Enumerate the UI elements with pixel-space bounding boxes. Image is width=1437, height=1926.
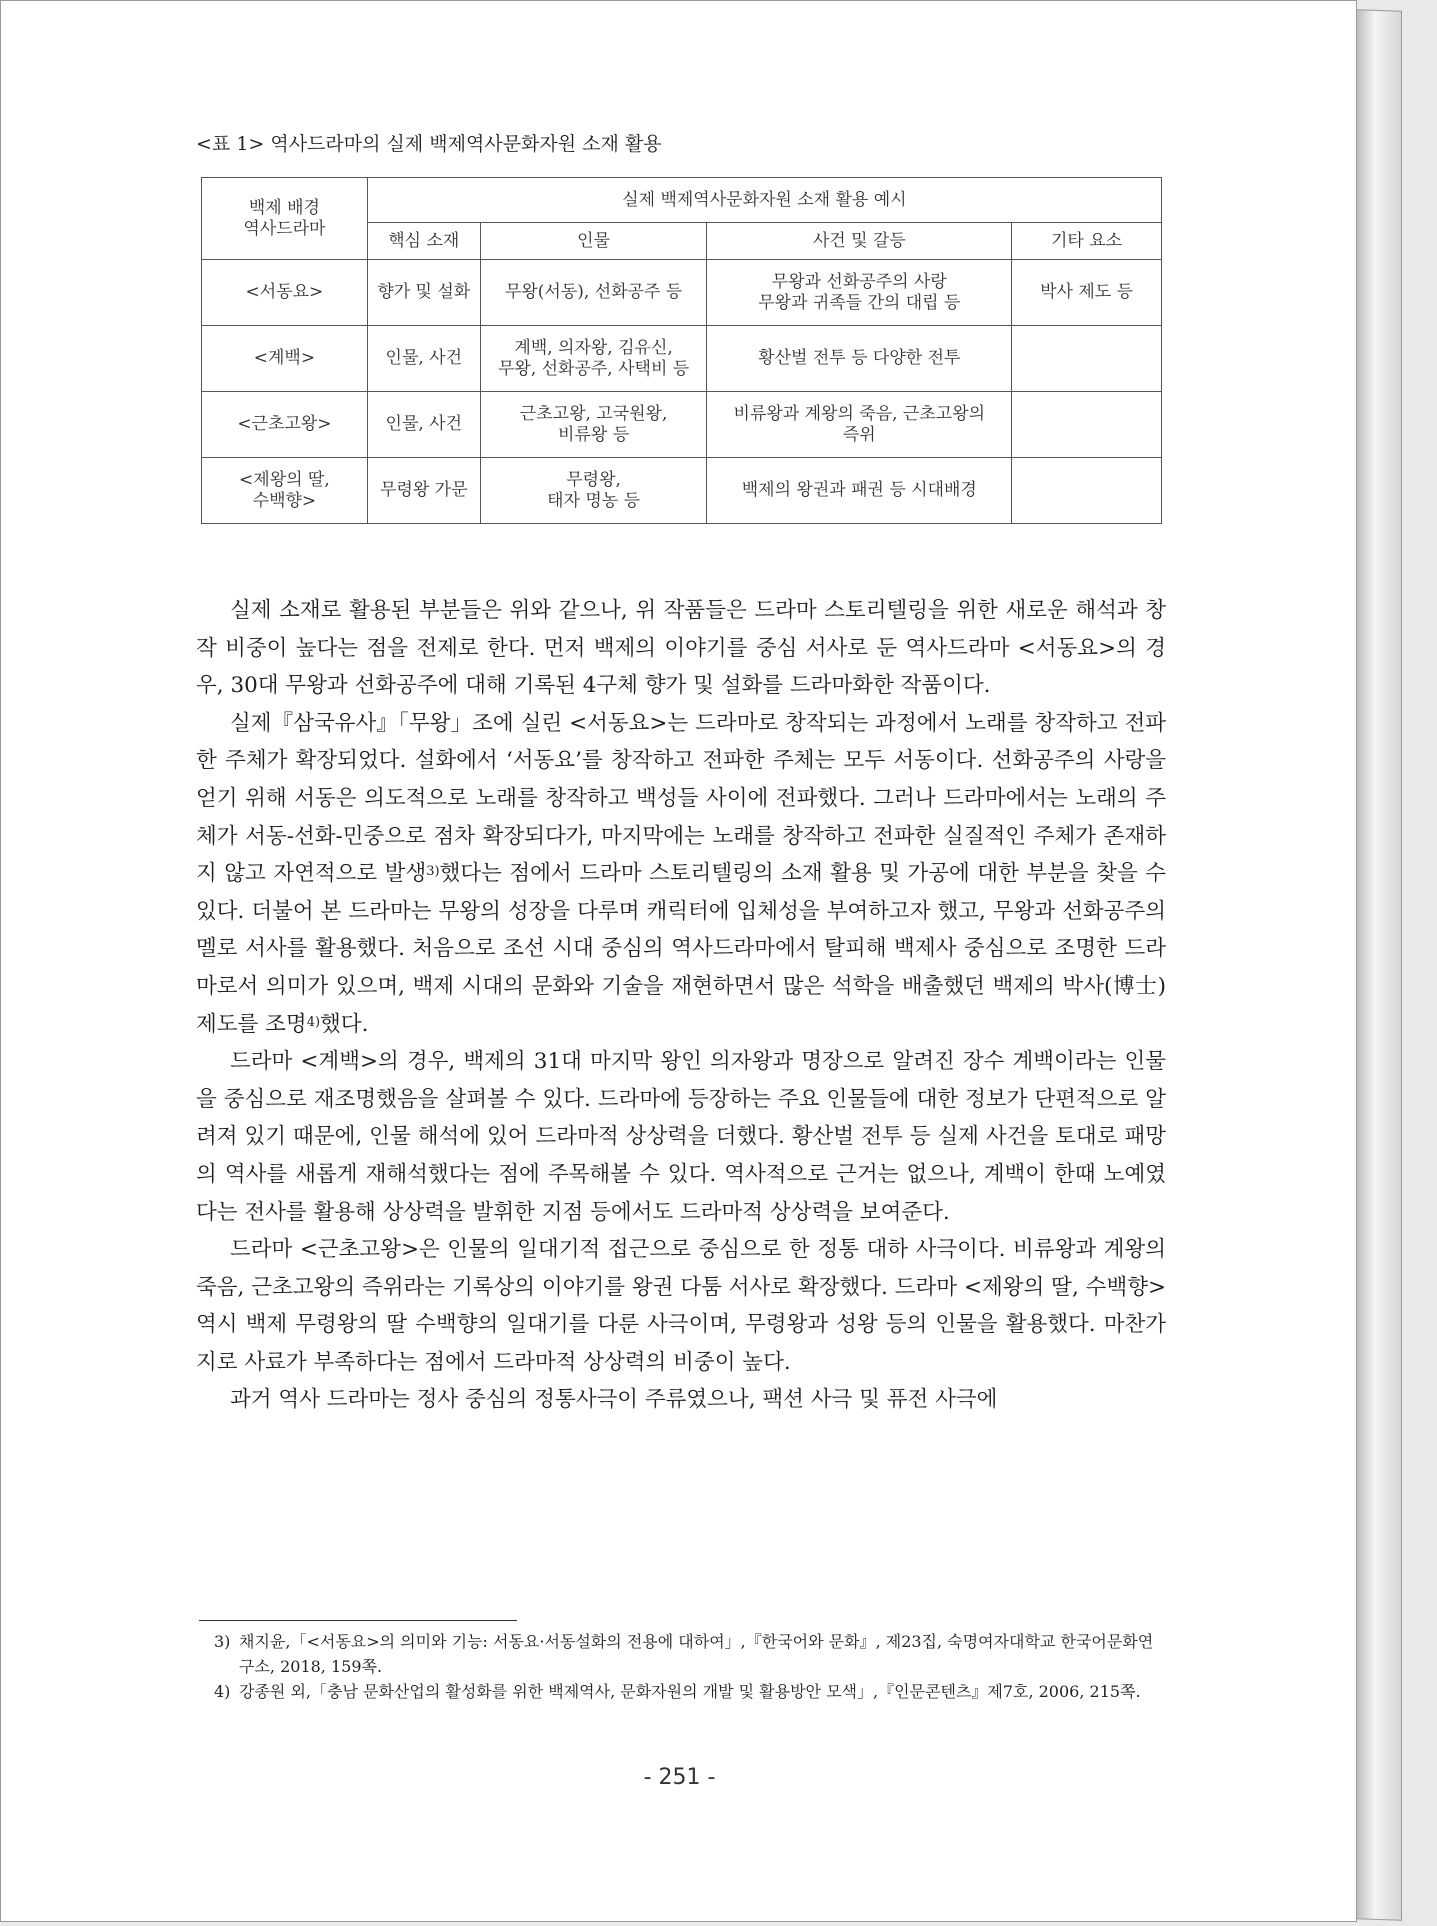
column-header-core: 핵심 소재 <box>367 223 480 260</box>
events-cell: 백제의 왕권과 패권 등 시대배경 <box>707 458 1012 524</box>
footnote-divider <box>199 1620 517 1621</box>
core-material-cell: 무령왕 가문 <box>367 458 480 524</box>
footnote-ref-4[interactable]: 4) <box>306 1014 321 1030</box>
core-material-cell: 향가 및 설화 <box>367 260 480 326</box>
footnote <box>214 1629 1166 1679</box>
paragraph: 드라마 <계백>의 경우, 백제의 31대 마지막 왕인 의자왕과 명장으로 알려진 장수 계백이라는 인물을 중심으로 재조명했음을 살펴볼 수 있다. 드라마에 등장하는 주요 인물들에 대한 정보가 단편적으로 알려져 있기 때문에, 인물 해석에 있어 드라마적 상상력을 더했다. 황산벌 전투 등 실제 사건을 토대로 패망의 역사를 새롭게 재해석했다는 점에 주목해볼 수 있다. 역사적으로 근거는 없으나, 계백이 한때 노예였다는 전사를 활용해 상상력을 발휘한 지점 등에서도 드라마적 상상력을 보여준다. <box>196 1049 1166 1225</box>
core-material-cell: 인물, 사건 <box>367 326 480 392</box>
resource-usage-table <box>201 177 1162 524</box>
people-cell: 무령왕, 태자 명농 등 <box>480 458 707 524</box>
body-text <box>196 592 1166 1419</box>
events-cell: 비류왕과 계왕의 죽음, 근초고왕의 즉위 <box>707 392 1012 458</box>
footnotes <box>214 1629 1166 1704</box>
paragraph: 실제 소재로 활용된 부분들은 위와 같으나, 위 작품들은 드라마 스토리텔링을 위한 새로운 해석과 창작 비중이 높다는 점을 전제로 한다. 먼저 백제의 이야기를 중심 서사로 둔 역사드라마 <서동요>의 경우, 30대 무왕과 선화공주에 대해 기록된 4구체 향가 및 설화를 드라마화한 작품이다. <box>196 598 1166 699</box>
footnote-ref-3[interactable]: 3) <box>426 864 440 880</box>
footnote-number: 3) <box>214 1632 231 1651</box>
drama-title-cell: <제왕의 딸, 수백향> <box>202 458 368 524</box>
people-cell: 계백, 의자왕, 김유신, 무왕, 선화공주, 사택비 등 <box>480 326 707 392</box>
table-row <box>202 260 1162 326</box>
other-cell <box>1012 326 1162 392</box>
column-header-events: 사건 및 갈등 <box>707 223 1012 260</box>
table-row <box>202 392 1162 458</box>
other-cell: 박사 제도 등 <box>1012 260 1162 326</box>
events-cell: 무왕과 선화공주의 사랑 무왕과 귀족들 간의 대립 등 <box>707 260 1012 326</box>
group-header: 실제 백제역사문화자원 소재 활용 예시 <box>367 178 1161 223</box>
paragraph: 드라마 <근초고왕>은 인물의 일대기적 접근으로 중심으로 한 정통 대하 사극이다. 비류왕과 계왕의 죽음, 근초고왕의 즉위라는 기록상의 이야기를 왕권 다툼 서사로 확장했다. 드라마 <제왕의 딸, 수백향> 역시 백제 무령왕의 딸 수백향의 일대기를 다룬 사극이며, 무령왕과 성왕 등의 인물을 활용했다. 마찬가지로 사료가 부족하다는 점에서 드라마적 상상력의 비중이 높다. <box>196 1237 1166 1375</box>
footnote <box>214 1679 1166 1704</box>
row-header-drama: 백제 배경 역사드라마 <box>202 178 368 260</box>
paragraph: 과거 역사 드라마는 정사 중심의 정통사극이 주류였으나, 팩션 사극 및 퓨전 사극에 <box>230 1387 998 1413</box>
core-material-cell: 인물, 사건 <box>367 392 480 458</box>
other-cell <box>1012 392 1162 458</box>
page-number: - 251 - <box>643 1765 716 1790</box>
other-cell <box>1012 458 1162 524</box>
paragraph: 실제『삼국유사』「무왕」조에 실린 <서동요>는 드라마로 창작되는 과정에서 노래를 창작하고 전파한 주체가 확장되었다. 설화에서 ‘서동요’를 창작하고 전파한 주체는 모두 서동이다. 선화공주의 사랑을 얻기 위해 서동은 의도적으로 노래를 창작하고 백성들 사이에 전파했다. 그러나 드라마에서는 노래의 주체가 서동-선화-민중으로 점차 확장되다가, 마지막에는 노래를 창작하고 전파한 실질적인 주체가 존재하지 않고 자연적으로 발생$^{3)}$했다는 점에서 드라마 스토리텔링의 소재 활용 및 가공에 대한 부분을 찾을 수 있다. 더불어 본 드라마는 무왕의 성장을 다루며 캐릭터에 입체성을 부여하고자 했고, 무왕과 선화공주의 멜로 서사를 활용했다. 처음으로 조선 시대 중심의 역사드라마에서 탈피해 백제사 중심으로 조명한 드라마로서 의미가 있으며, 백제 시대의 문화와 기술을 재현하면서 많은 석학을 배출했던 백제의 박사(博士) 제도를 조명$^{4)}$했다. <box>196 710 1166 1037</box>
footnote-text: 채지윤,「<서동요>의 의미와 기능: 서동요·서동설화의 전용에 대하여」,『한국어와 문화』, 제23집, 숙명여자대학교 한국어문화연구소, 2018, 159쪽. <box>239 1632 1154 1676</box>
events-cell: 황산벌 전투 등 다양한 전투 <box>707 326 1012 392</box>
drama-title-cell: <근초고왕> <box>202 392 368 458</box>
column-header-people: 인물 <box>480 223 707 260</box>
column-header-other: 기타 요소 <box>1012 223 1162 260</box>
drama-title-cell: <서동요> <box>202 260 368 326</box>
people-cell: 무왕(서동), 선화공주 등 <box>480 260 707 326</box>
footnote-text: 강종원 외,「충남 문화산업의 활성화를 위한 백제역사, 문화자원의 개발 및 활용방안 모색」,『인문콘텐츠』제7호, 2006, 215쪽. <box>239 1682 1141 1701</box>
table-header-row <box>202 178 1162 223</box>
footnote-number: 4) <box>214 1682 231 1701</box>
table-row <box>202 326 1162 392</box>
table-caption: <표 1> 역사드라마의 실제 백제역사문화자원 소재 활용 <box>196 133 662 155</box>
people-cell: 근초고왕, 고국원왕, 비류왕 등 <box>480 392 707 458</box>
drama-title-cell: <계백> <box>202 326 368 392</box>
table-row <box>202 458 1162 524</box>
page-curl-edge <box>1357 9 1402 1921</box>
